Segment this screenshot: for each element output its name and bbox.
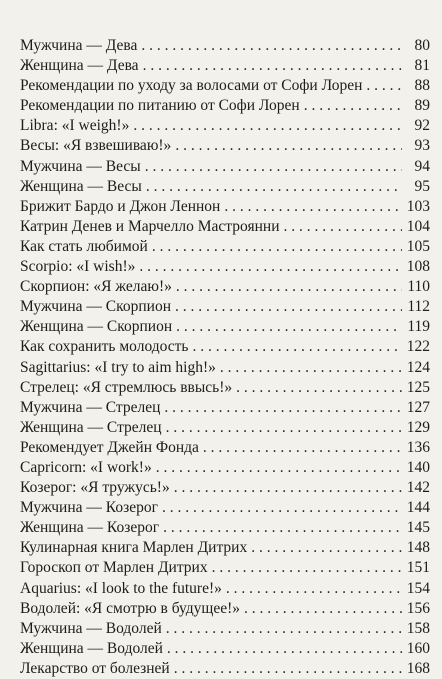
toc-leader-dots <box>212 558 402 578</box>
toc-entry-title: Как стать любимой <box>20 237 148 255</box>
toc-entry-page-number: 104 <box>406 217 430 235</box>
toc-entry-title: Женщина — Водолей <box>20 639 163 657</box>
toc-entry-page-number: 80 <box>414 37 430 54</box>
toc-entry-page-number: 88 <box>414 77 430 95</box>
toc-entry <box>20 116 430 136</box>
toc-entry <box>20 498 430 518</box>
toc-entry-page-number: 145 <box>406 519 430 537</box>
toc-entry-title: Рекомендует Джейн Фонда <box>20 438 199 456</box>
toc-entry-title: Женщина — Дева <box>20 57 139 75</box>
toc-leader-dots <box>244 599 402 619</box>
toc-entry-page-number: 95 <box>414 177 430 195</box>
toc-entry <box>20 257 430 277</box>
toc-leader-dots <box>166 619 402 639</box>
toc-entry-title: Гороскоп от Марлен Дитрих <box>20 559 208 577</box>
toc-entry-title: Козерог: «Я тружусь!» <box>20 479 170 497</box>
toc-entry-title: Скорпион: «Я желаю!» <box>20 278 172 296</box>
toc-entry-page-number: 122 <box>406 338 430 356</box>
toc-entry <box>20 458 430 478</box>
toc-entry <box>20 297 430 317</box>
toc-entry-page-number: 108 <box>406 258 430 276</box>
toc-entry-page-number: 127 <box>406 398 430 416</box>
toc-entry-page-number: 129 <box>406 418 430 436</box>
toc-entry <box>20 599 430 619</box>
toc-entry-title: Мужчина — Весы <box>20 157 141 175</box>
toc-leader-dots <box>164 398 402 418</box>
toc-entry <box>20 378 430 398</box>
toc-entry-title: Рекомендации по питанию от Софи Лорен <box>20 97 300 115</box>
toc-entry <box>20 237 430 257</box>
toc-entry <box>20 96 430 116</box>
toc-entry-page-number: 105 <box>406 237 430 255</box>
toc-entry <box>20 619 430 639</box>
toc-entry-page-number: 144 <box>406 499 430 517</box>
toc-entry-page-number: 136 <box>406 438 430 456</box>
toc-leader-dots <box>366 76 402 96</box>
toc-entry-title: Кулинарная книга Марлен Дитрих <box>20 539 248 557</box>
toc-entry <box>20 558 430 578</box>
toc-entry-page-number: 119 <box>407 318 430 336</box>
toc-entry-title: Sagittarius: «I try to aim high!» <box>20 358 216 376</box>
toc-leader-dots <box>220 358 402 378</box>
toc-leader-dots <box>175 136 402 156</box>
toc-entry-page-number: 140 <box>406 458 430 476</box>
toc-entry-title: Женщина — Скорпион <box>20 318 173 336</box>
toc-leader-dots <box>156 458 402 478</box>
toc-entry <box>20 538 430 558</box>
toc-leader-dots <box>176 317 402 337</box>
toc-entry <box>20 478 430 498</box>
toc-entry-page-number: 81 <box>414 57 430 75</box>
toc-entry <box>20 639 430 659</box>
toc-leader-dots <box>139 257 402 277</box>
toc-entry <box>20 579 430 599</box>
toc-entry-page-number: 142 <box>406 479 430 497</box>
toc-leader-dots <box>163 518 402 538</box>
toc-entry-title: Мужчина — Скорпион <box>20 298 171 316</box>
toc-entry <box>20 36 430 56</box>
toc-entry-title: Брижит Бардо и Джон Леннон <box>20 197 221 215</box>
toc-entry-page-number: 92 <box>414 117 430 135</box>
toc-entry-title: Женщина — Стрелец <box>20 418 162 436</box>
toc-entry-title: Мужчина — Водолей <box>20 619 162 637</box>
toc-entry <box>20 337 430 357</box>
toc-entry-page-number: 160 <box>406 639 430 657</box>
toc-leader-dots <box>143 56 402 76</box>
toc-entry-page-number: 89 <box>414 97 430 115</box>
toc-leader-dots <box>226 579 402 599</box>
toc-entry <box>20 56 430 76</box>
table-of-contents <box>20 36 430 679</box>
toc-entry <box>20 358 430 378</box>
toc-leader-dots <box>284 217 403 237</box>
toc-leader-dots <box>162 498 402 518</box>
toc-leader-dots <box>236 378 402 398</box>
toc-leader-dots <box>141 36 402 56</box>
toc-leader-dots <box>145 157 402 177</box>
toc-leader-dots <box>152 237 402 257</box>
toc-entry <box>20 659 430 679</box>
toc-entry-page-number: 151 <box>406 559 430 577</box>
toc-entry <box>20 317 430 337</box>
toc-entry-page-number: 93 <box>414 137 430 155</box>
toc-leader-dots <box>166 418 402 438</box>
toc-entry-page-number: 148 <box>406 539 430 557</box>
toc-entry-page-number: 94 <box>414 157 430 175</box>
toc-entry-title: Катрин Денев и Марчелло Мастроянни <box>20 217 280 235</box>
toc-entry <box>20 418 430 438</box>
toc-entry-page-number: 154 <box>406 579 430 597</box>
toc-entry <box>20 438 430 458</box>
toc-entry-title: Весы: «Я взвешиваю!» <box>20 137 172 155</box>
toc-entry-title: Scorpio: «I wish!» <box>20 258 136 276</box>
toc-entry-page-number: 158 <box>406 619 430 637</box>
toc-entry <box>20 518 430 538</box>
toc-leader-dots <box>203 438 402 458</box>
toc-entry-title: Рекомендации по уходу за волосами от Софи Лорен <box>20 77 363 95</box>
toc-entry <box>20 398 430 418</box>
toc-entry-title: Как сохранить молодость <box>20 338 189 356</box>
toc-leader-dots <box>133 116 402 136</box>
toc-leader-dots <box>224 197 402 217</box>
toc-entry <box>20 277 430 297</box>
toc-entry <box>20 157 430 177</box>
toc-entry <box>20 217 430 237</box>
toc-leader-dots <box>146 177 402 197</box>
toc-entry-page-number: 110 <box>407 278 430 296</box>
toc-leader-dots <box>175 297 402 317</box>
toc-entry <box>20 76 430 96</box>
toc-entry-title: Aquarius: «I look to the future!» <box>20 579 222 597</box>
toc-leader-dots <box>167 639 402 659</box>
toc-entry-title: Мужчина — Козерог <box>20 499 158 517</box>
toc-entry-title: Стрелец: «Я стремлюсь ввысь!» <box>20 378 233 396</box>
toc-entry-page-number: 156 <box>406 599 430 617</box>
toc-entry-title: Водолей: «Я смотрю в будущее!» <box>20 599 241 617</box>
toc-entry <box>20 136 430 156</box>
toc-entry-page-number: 125 <box>406 378 430 396</box>
toc-leader-dots <box>174 478 402 498</box>
toc-entry-title: Libra: «I weigh!» <box>20 117 130 135</box>
toc-entry-page-number: 103 <box>406 197 430 215</box>
toc-entry-page-number: 124 <box>406 358 430 376</box>
toc-entry-title: Женщина — Весы <box>20 177 142 195</box>
toc-entry <box>20 177 430 197</box>
toc-leader-dots <box>251 538 402 558</box>
toc-entry-page-number: 168 <box>406 659 430 677</box>
toc-entry-title: Capricorn: «I work!» <box>20 458 152 476</box>
toc-entry-title: Женщина — Козерог <box>20 519 160 537</box>
toc-entry-page-number: 112 <box>407 298 430 316</box>
toc-entry-title: Мужчина — Дева <box>20 37 138 54</box>
toc-entry-title: Мужчина — Стрелец <box>20 398 161 416</box>
toc-leader-dots <box>193 337 403 357</box>
toc-leader-dots <box>174 659 402 679</box>
toc-entry <box>20 197 430 217</box>
toc-entry-title: Лекарство от болезней <box>20 659 170 677</box>
toc-leader-dots <box>304 96 402 116</box>
toc-leader-dots <box>176 277 402 297</box>
